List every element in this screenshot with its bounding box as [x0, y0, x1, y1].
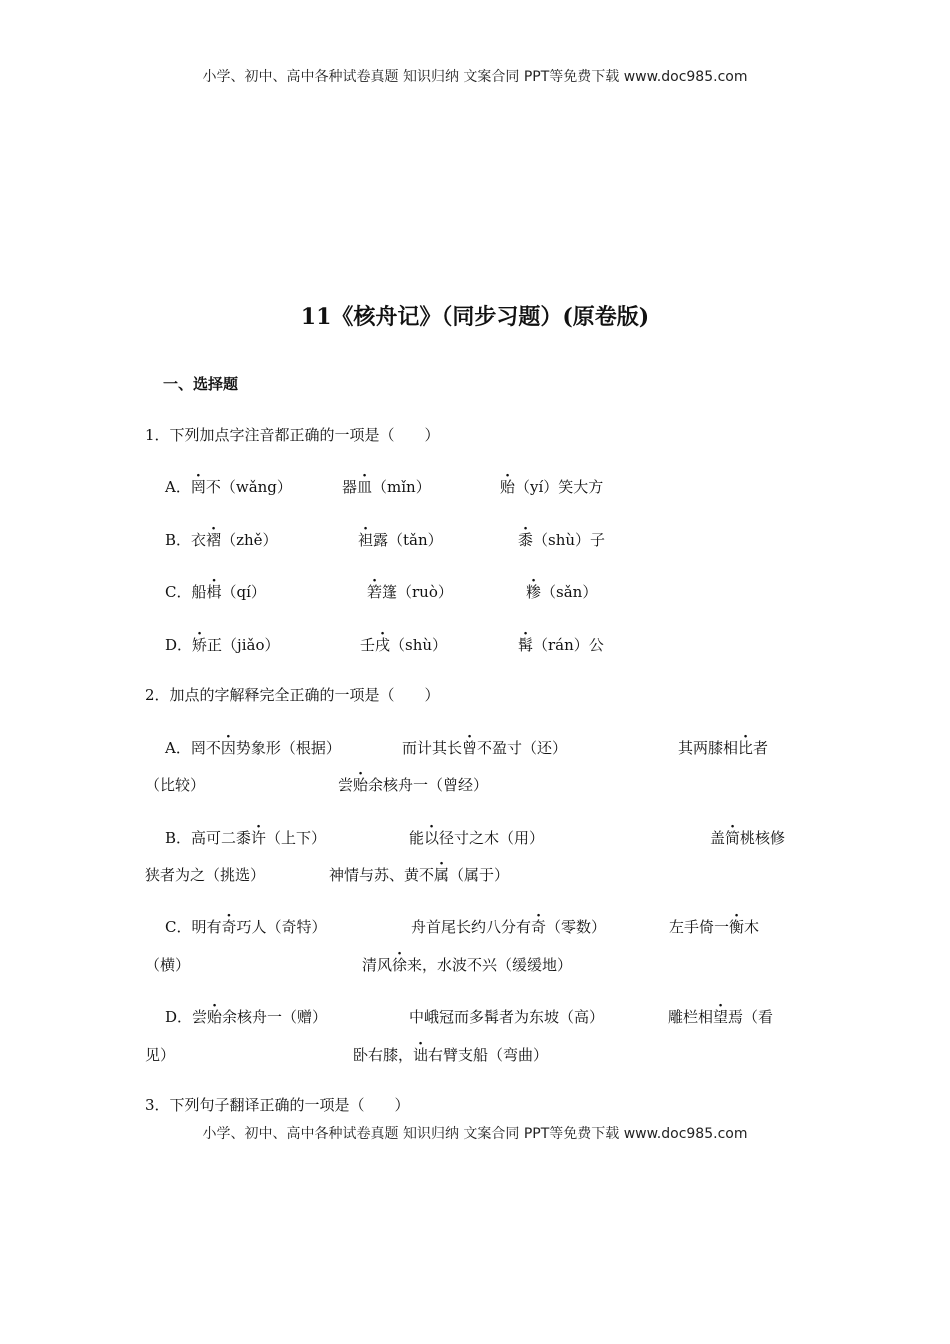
q2-option-a-line2: （比较） — [145, 776, 206, 794]
q2-option-d-item2: 中峨冠而多髯者为东坡（高） — [409, 1008, 605, 1026]
q1-option-d-item3: 髯（rán）公 — [518, 636, 604, 654]
q2-option-c-line2: （横） — [145, 956, 191, 974]
q1-stem: 1．下列加点字注音都正确的一项是（ ） — [145, 426, 440, 444]
q2-option-a-item2: 而计其长曾不盈寸（还） — [402, 739, 568, 757]
q3-stem: 3．下列句子翻译正确的一项是（ ） — [145, 1096, 410, 1114]
q1-option-c: C．船楫（qí） — [165, 583, 266, 601]
q2-option-b-item2: 能以径寸之木（用） — [409, 829, 545, 847]
q2-stem: 2．加点的字解释完全正确的一项是（ ） — [145, 686, 440, 704]
q2-option-b-item3: 盖简桃核修 — [710, 829, 786, 847]
q1-option-d-item2: 壬戌（shù） — [360, 636, 448, 654]
q1-option-a-item2: 器皿（mǐn） — [342, 478, 431, 496]
q2-option-b-line1: B．高可二黍许（上下） — [165, 829, 327, 847]
q2-option-a-item3: 其两膝相比者 — [678, 739, 769, 757]
q1-option-c-item2: 箬篷（ruò） — [367, 583, 453, 601]
q2-option-d-line2: 见） — [145, 1046, 176, 1064]
q2-option-d-item4: 卧右膝，诎右臂支船（弯曲） — [353, 1046, 549, 1064]
q1-option-c-item3: 糁（sǎn） — [526, 583, 598, 601]
q2-option-c-line1: C．明有奇巧人（奇特） — [165, 918, 327, 936]
q1-option-b: B．衣褶（zhě） — [165, 531, 278, 549]
section-heading: 一、选择题 — [163, 375, 239, 393]
q2-option-b-line2: 狭者为之（挑选） — [145, 866, 266, 884]
q1-option-b-item2: 袒露（tǎn） — [358, 531, 443, 549]
q2-option-d-line1: D．尝贻余核舟一（赠） — [165, 1008, 328, 1026]
page-header: 小学、初中、高中各种试卷真题 知识归纳 文案合同 PPT等免费下载 www.doc985.com — [202, 69, 748, 85]
page-title: 11《核舟记》（同步习题）(原卷版) — [300, 304, 650, 330]
q2-option-c-item3: 左手倚一衡木 — [669, 918, 760, 936]
q2-option-a-line1: A．罔不因势象形（根据） — [165, 739, 341, 757]
q1-option-d: D．矫正（jiǎo） — [165, 636, 280, 654]
q1-option-a-item3: 贻（yí）笑大方 — [500, 478, 604, 496]
q2-option-c-item4: 清风徐来，水波不兴（缓缓地） — [362, 956, 573, 974]
q2-option-c-item2: 舟首尾长约八分有奇（零数） — [411, 918, 607, 936]
q1-option-a: A．罔不（wǎng） — [165, 478, 292, 496]
q2-option-d-item3: 雕栏相望焉（看 — [668, 1008, 774, 1026]
q2-option-a-item4: 尝贻余核舟一（曾经） — [338, 776, 489, 794]
page-footer: 小学、初中、高中各种试卷真题 知识归纳 文案合同 PPT等免费下载 www.doc985.com — [202, 1126, 748, 1142]
q2-option-b-item4: 神情与苏、黄不属（属于） — [329, 866, 510, 884]
q1-option-b-item3: 黍（shù）子 — [518, 531, 606, 549]
